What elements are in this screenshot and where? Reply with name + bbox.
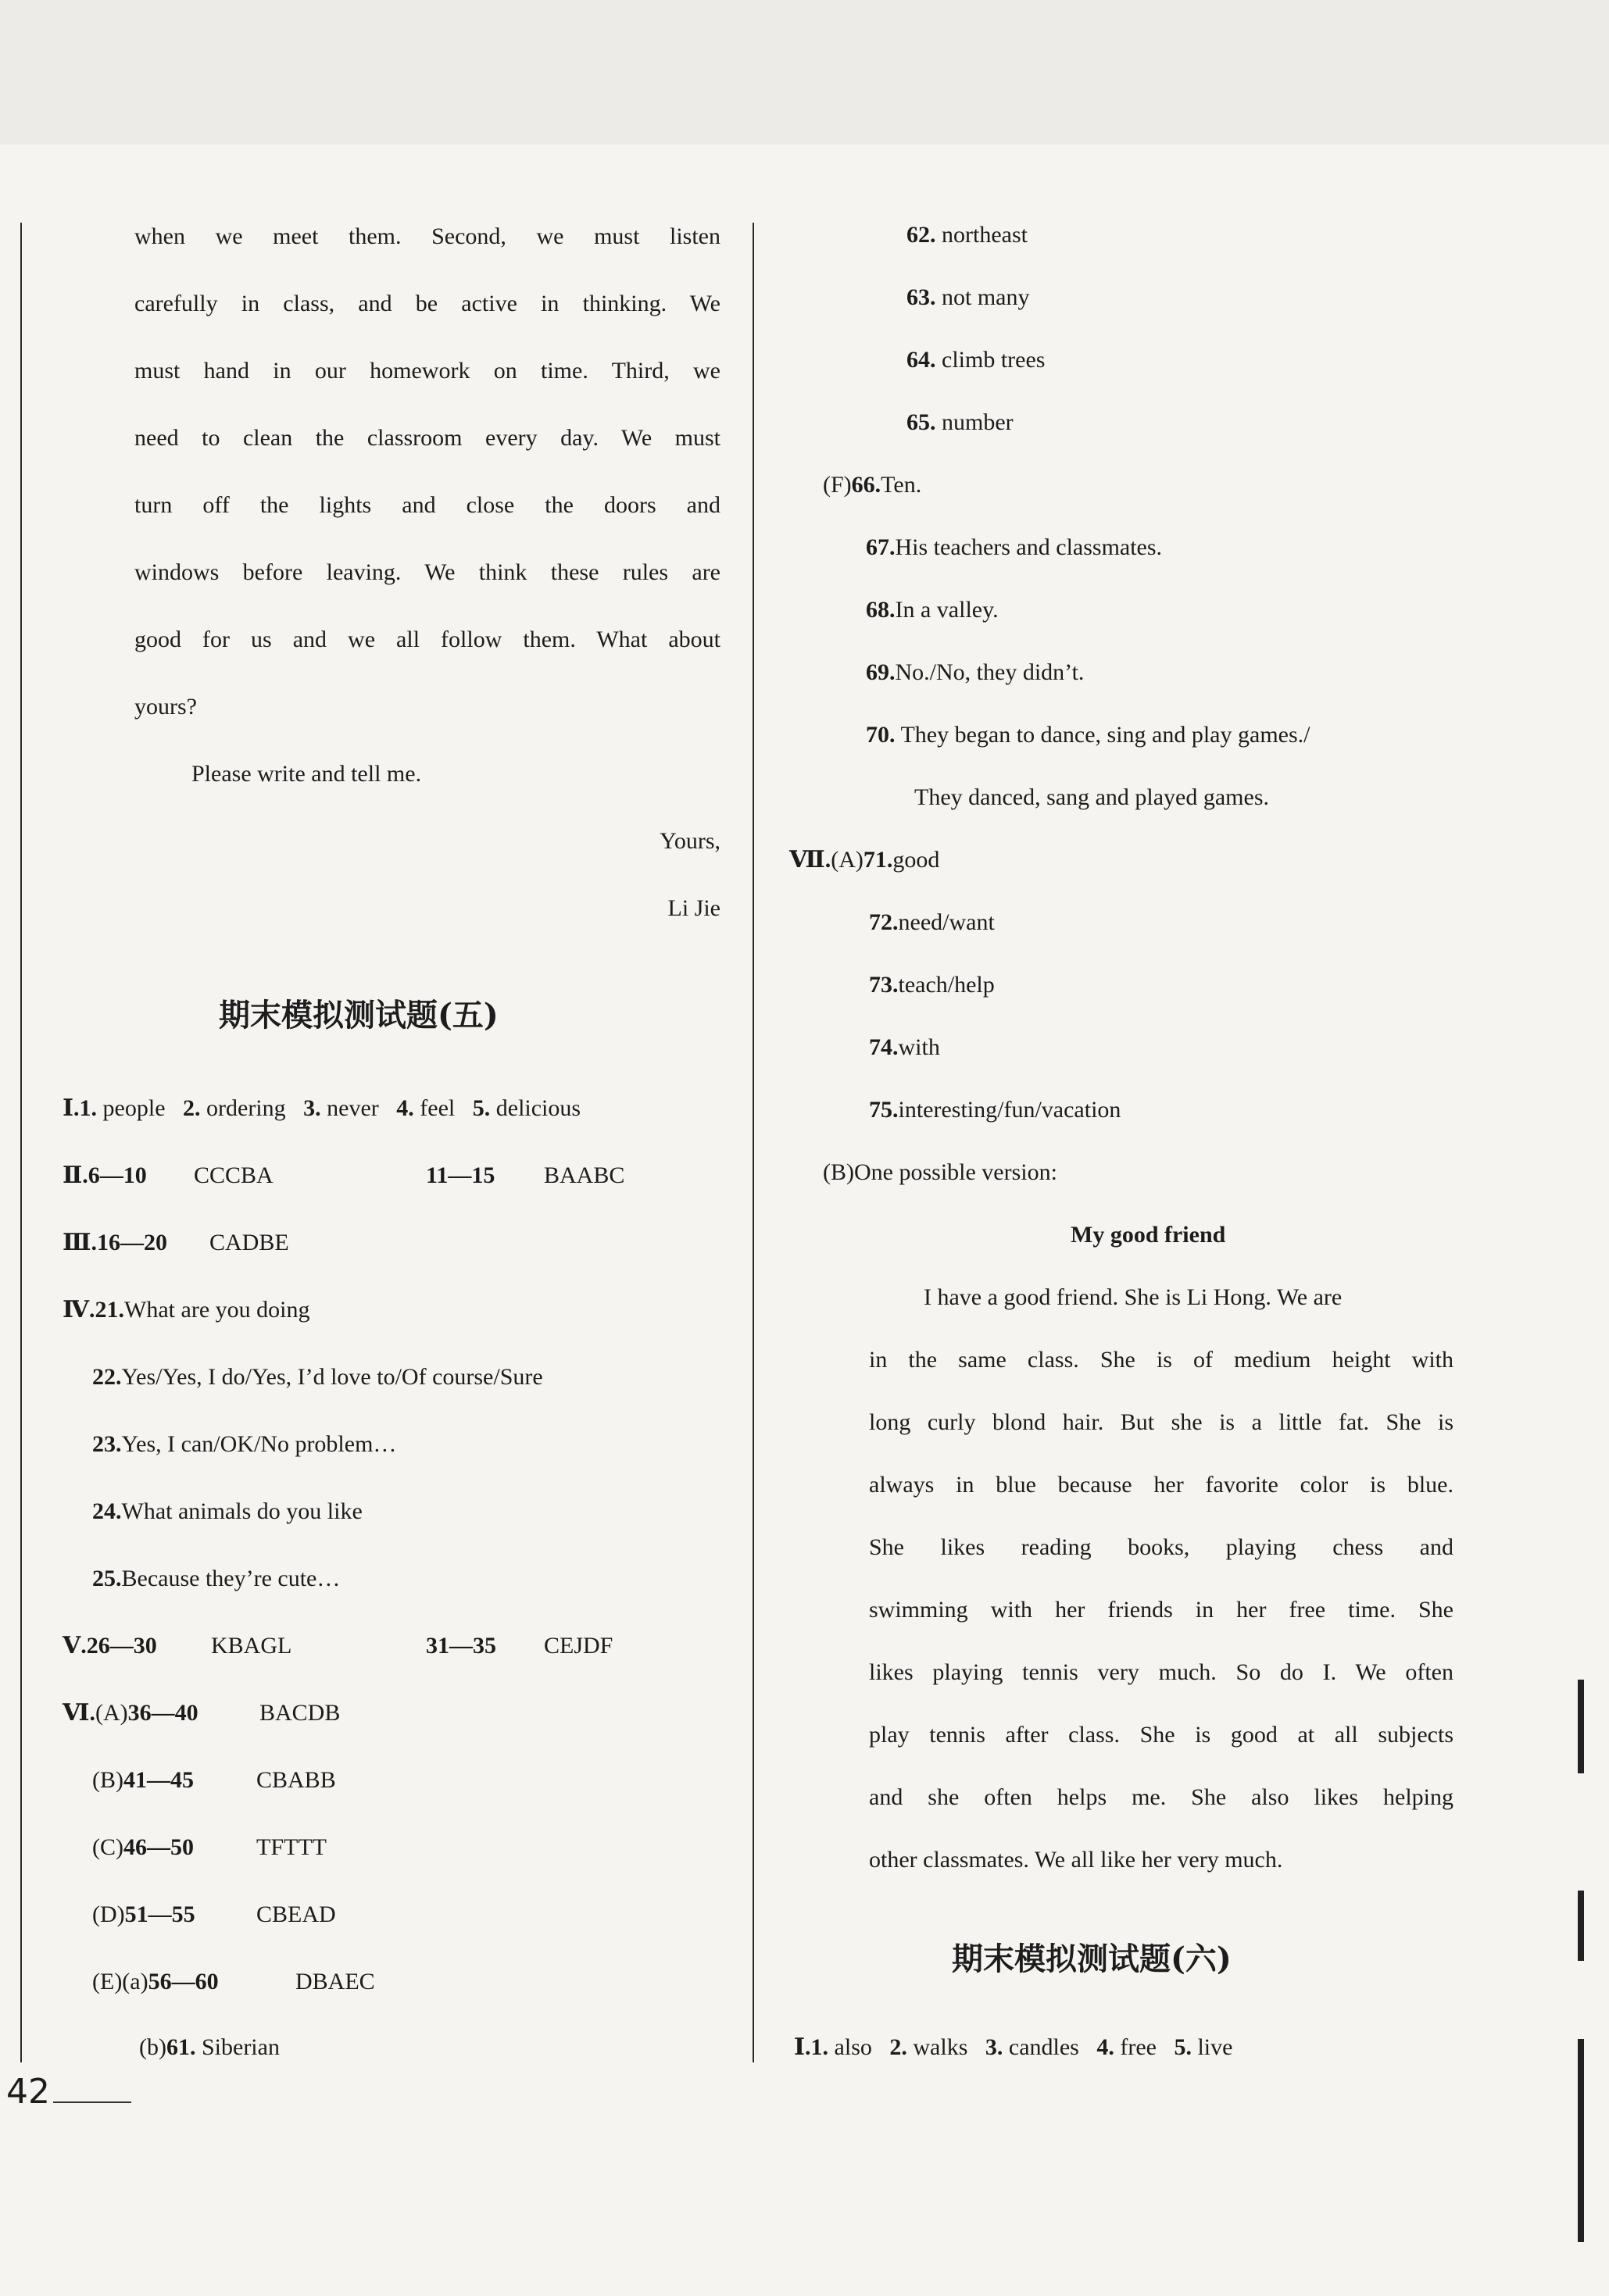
- answer-row: [92, 1567, 340, 1591]
- item-number: 71.: [863, 847, 893, 873]
- part-label: (C): [92, 1834, 123, 1860]
- answer-key: CBEAD: [256, 1901, 336, 1927]
- answer-row: [906, 411, 1014, 434]
- item-number: 3.: [303, 1095, 321, 1121]
- letter-line: must hand in our homework on time. Third, we: [134, 358, 720, 384]
- answer-row-7: [789, 848, 939, 872]
- item-number: 1.: [79, 1095, 98, 1121]
- item-range: 36—40: [127, 1700, 198, 1726]
- answer-row: [92, 1836, 194, 1859]
- answer-text: What are you doing: [124, 1297, 310, 1323]
- essay-line: other classmates. We all like her very much.: [869, 1847, 1283, 1873]
- letter-line: windows before leaving. We think these rules are: [134, 559, 720, 585]
- answer-row-3: [63, 1231, 167, 1255]
- answer-row: [92, 1903, 195, 1926]
- essay-line: in the same class. She is of medium height with: [869, 1347, 1453, 1373]
- test5-heading: 期末模拟测试题(五): [219, 997, 499, 1034]
- answer-text: interesting/fun/vacation: [898, 1097, 1121, 1123]
- item-number: 21.: [95, 1297, 125, 1323]
- item-number: 5.: [1174, 2034, 1192, 2060]
- answer-text: Yes, I can/OK/No problem…: [121, 1431, 397, 1457]
- item-number: 61.: [166, 2034, 196, 2060]
- answer-text: live: [1197, 2034, 1233, 2060]
- item-range: 31—35: [426, 1633, 496, 1659]
- item-number: 1.: [810, 2034, 829, 2060]
- answer-row: [92, 1433, 396, 1456]
- answer-text: What animals do you like: [121, 1498, 363, 1524]
- item-number: 74.: [869, 1034, 899, 1060]
- page-number-rule: [53, 2101, 131, 2103]
- section-number: Ⅳ.: [63, 1297, 95, 1323]
- answer-text: also: [834, 2034, 872, 2060]
- item-number: 64.: [906, 347, 936, 373]
- letter-closing: Please write and tell me.: [191, 761, 422, 787]
- answer-text: teach/help: [898, 972, 995, 998]
- item-number: 67.: [866, 534, 896, 560]
- item-number: 4.: [1096, 2034, 1114, 2060]
- answer-key: KBAGL: [211, 1633, 292, 1659]
- answer-row: [906, 223, 1028, 247]
- answer-text: Yes/Yes, I do/Yes, I’d love to/Of course/Sure: [121, 1364, 543, 1390]
- essay-line: She likes reading books, playing chess and: [869, 1534, 1453, 1560]
- page-edge-mark: [1578, 2039, 1584, 2242]
- answer-text: never: [327, 1095, 379, 1121]
- letter-line: when we meet them. Second, we must listen: [134, 223, 720, 249]
- item-number: 24.: [92, 1498, 122, 1524]
- item-number: 2.: [889, 2034, 907, 2060]
- answer-row: [869, 911, 995, 934]
- item-number: 4.: [396, 1095, 414, 1121]
- page-edge-mark: [1578, 1891, 1584, 1961]
- item-number: 2.: [183, 1095, 201, 1121]
- answer-key: CCCBA: [194, 1162, 274, 1188]
- item-range: 26—30: [86, 1633, 157, 1659]
- item-number: 68.: [866, 597, 896, 623]
- item-number: 5.: [472, 1095, 491, 1121]
- part-label: (D): [92, 1901, 125, 1927]
- answer-row: [92, 1769, 194, 1792]
- test6-heading: 期末模拟测试题(六): [952, 1941, 1232, 1977]
- answer-row-1-test6: [794, 2036, 1232, 2059]
- answer-row-1: [63, 1097, 581, 1120]
- essay-line: always in blue because her favorite color is blue.: [869, 1472, 1453, 1498]
- section-number: Ⅶ.: [789, 847, 831, 873]
- section-number: Ⅴ.: [63, 1633, 87, 1659]
- essay-line: and she often helps me. She also likes helping: [869, 1784, 1453, 1810]
- answer-text: not many: [942, 284, 1030, 310]
- letter-line: yours?: [134, 694, 197, 720]
- section-number: Ⅰ.: [794, 2034, 811, 2060]
- letter-sign-off: Yours,: [660, 828, 720, 854]
- answer-key: BACDB: [259, 1700, 341, 1726]
- answer-key: CBABB: [256, 1767, 336, 1793]
- item-number: 66.: [851, 472, 881, 498]
- answer-row: [92, 1970, 219, 1994]
- part-label: (E)(a): [92, 1969, 148, 1994]
- answer-text: free: [1120, 2034, 1157, 2060]
- answer-text: Ten.: [881, 472, 922, 498]
- left-margin-rule: [20, 223, 22, 2062]
- answer-row: [869, 973, 995, 997]
- page-number: 42: [6, 2072, 50, 2112]
- answer-text: They began to dance, sing and play games./: [900, 722, 1310, 748]
- section-number: Ⅵ.: [63, 1700, 95, 1726]
- item-range: 11—15: [426, 1162, 495, 1188]
- part-label: (F): [823, 472, 852, 498]
- answer-key: CADBE: [209, 1230, 289, 1255]
- answer-row: [92, 1500, 363, 1523]
- section-number: Ⅱ.: [63, 1162, 88, 1188]
- answer-row: [139, 2036, 280, 2059]
- part-label: (B): [92, 1767, 123, 1793]
- item-number: 22.: [92, 1364, 122, 1390]
- answer-text: No./No, they didn’t.: [895, 659, 1085, 685]
- item-number: 73.: [869, 972, 899, 998]
- answer-row: [906, 286, 1030, 309]
- answer-row: [869, 1098, 1121, 1122]
- answer-row: [906, 348, 1045, 372]
- answer-text: ordering: [206, 1095, 286, 1121]
- item-range: 6—10: [88, 1162, 147, 1188]
- item-number: 70.: [866, 722, 896, 748]
- answer-continuation: They danced, sang and played games.: [914, 784, 1269, 810]
- letter-line: turn off the lights and close the doors and: [134, 492, 720, 518]
- answer-row: [92, 1366, 543, 1389]
- column-divider: [753, 223, 754, 2062]
- answer-row: [866, 661, 1084, 684]
- answer-text: northeast: [942, 222, 1028, 248]
- item-number: 23.: [92, 1431, 122, 1457]
- item-number: 3.: [985, 2034, 1003, 2060]
- part-label: (A): [831, 847, 863, 873]
- answer-row: [866, 536, 1162, 559]
- letter-line: good for us and we all follow them. What about: [134, 627, 720, 652]
- page-top-shadow: [0, 0, 1609, 145]
- answer-text: walks: [913, 2034, 968, 2060]
- essay-line: play tennis after class. She is good at all subjects: [869, 1722, 1453, 1748]
- letter-line: carefully in class, and be active in thinking. We: [134, 291, 720, 316]
- essay-line: I have a good friend. She is Li Hong. We are: [924, 1284, 1343, 1310]
- part-label: (A): [95, 1700, 128, 1726]
- item-range: 46—50: [123, 1834, 194, 1860]
- item-number: 65.: [906, 409, 936, 435]
- item-number: 69.: [866, 659, 896, 685]
- answer-row-5: [63, 1634, 157, 1658]
- answer-key: DBAEC: [295, 1969, 375, 1994]
- item-range: 16—20: [97, 1230, 168, 1255]
- essay-line: swimming with her friends in her free time. She: [869, 1597, 1453, 1623]
- item-range: 51—55: [124, 1901, 195, 1927]
- answer-text: His teachers and classmates.: [895, 534, 1163, 560]
- answer-text: people: [102, 1095, 166, 1121]
- answer-text: with: [898, 1034, 940, 1060]
- answer-row-4: [63, 1298, 309, 1322]
- answer-text: climb trees: [942, 347, 1046, 373]
- item-number: 62.: [906, 222, 936, 248]
- answer-row-2: [63, 1164, 147, 1187]
- section-number: Ⅰ.: [63, 1095, 80, 1121]
- item-number: 25.: [92, 1566, 122, 1591]
- answer-text: number: [942, 409, 1014, 435]
- essay-line: likes playing tennis very much. So do I. We often: [869, 1659, 1453, 1685]
- item-number: 72.: [869, 909, 899, 935]
- answer-text: In a valley.: [895, 597, 999, 623]
- part-label: (b): [139, 2034, 166, 2060]
- letter-signature: Li Jie: [667, 895, 720, 921]
- answer-row: [866, 723, 1310, 747]
- section-number: Ⅲ.: [63, 1230, 98, 1255]
- answer-row-6: [63, 1701, 198, 1725]
- item-number: 63.: [906, 284, 936, 310]
- answer-text: need/want: [898, 909, 995, 935]
- answer-key: TFTTT: [256, 1834, 327, 1860]
- essay-title: My good friend: [1071, 1222, 1226, 1248]
- answer-text: candles: [1008, 2034, 1079, 2060]
- answer-text: delicious: [495, 1095, 581, 1121]
- answer-key: BAABC: [544, 1162, 625, 1188]
- item-number: 75.: [869, 1097, 899, 1123]
- answer-text: Because they’re cute…: [121, 1566, 341, 1591]
- essay-line: long curly blond hair. But she is a little fat. She is: [869, 1409, 1453, 1435]
- item-range: 56—60: [148, 1969, 219, 1994]
- page-edge-mark: [1578, 1680, 1584, 1773]
- answer-text: good: [892, 847, 940, 873]
- answer-key: CEJDF: [544, 1633, 613, 1659]
- version-label: (B)One possible version:: [823, 1159, 1057, 1185]
- answer-row: [866, 598, 999, 622]
- answer-row: [823, 473, 921, 497]
- answer-text: feel: [420, 1095, 456, 1121]
- item-range: 41—45: [123, 1767, 194, 1793]
- answer-text: Siberian: [201, 2034, 280, 2060]
- answer-row: [869, 1036, 940, 1059]
- letter-line: need to clean the classroom every day. We must: [134, 425, 720, 451]
